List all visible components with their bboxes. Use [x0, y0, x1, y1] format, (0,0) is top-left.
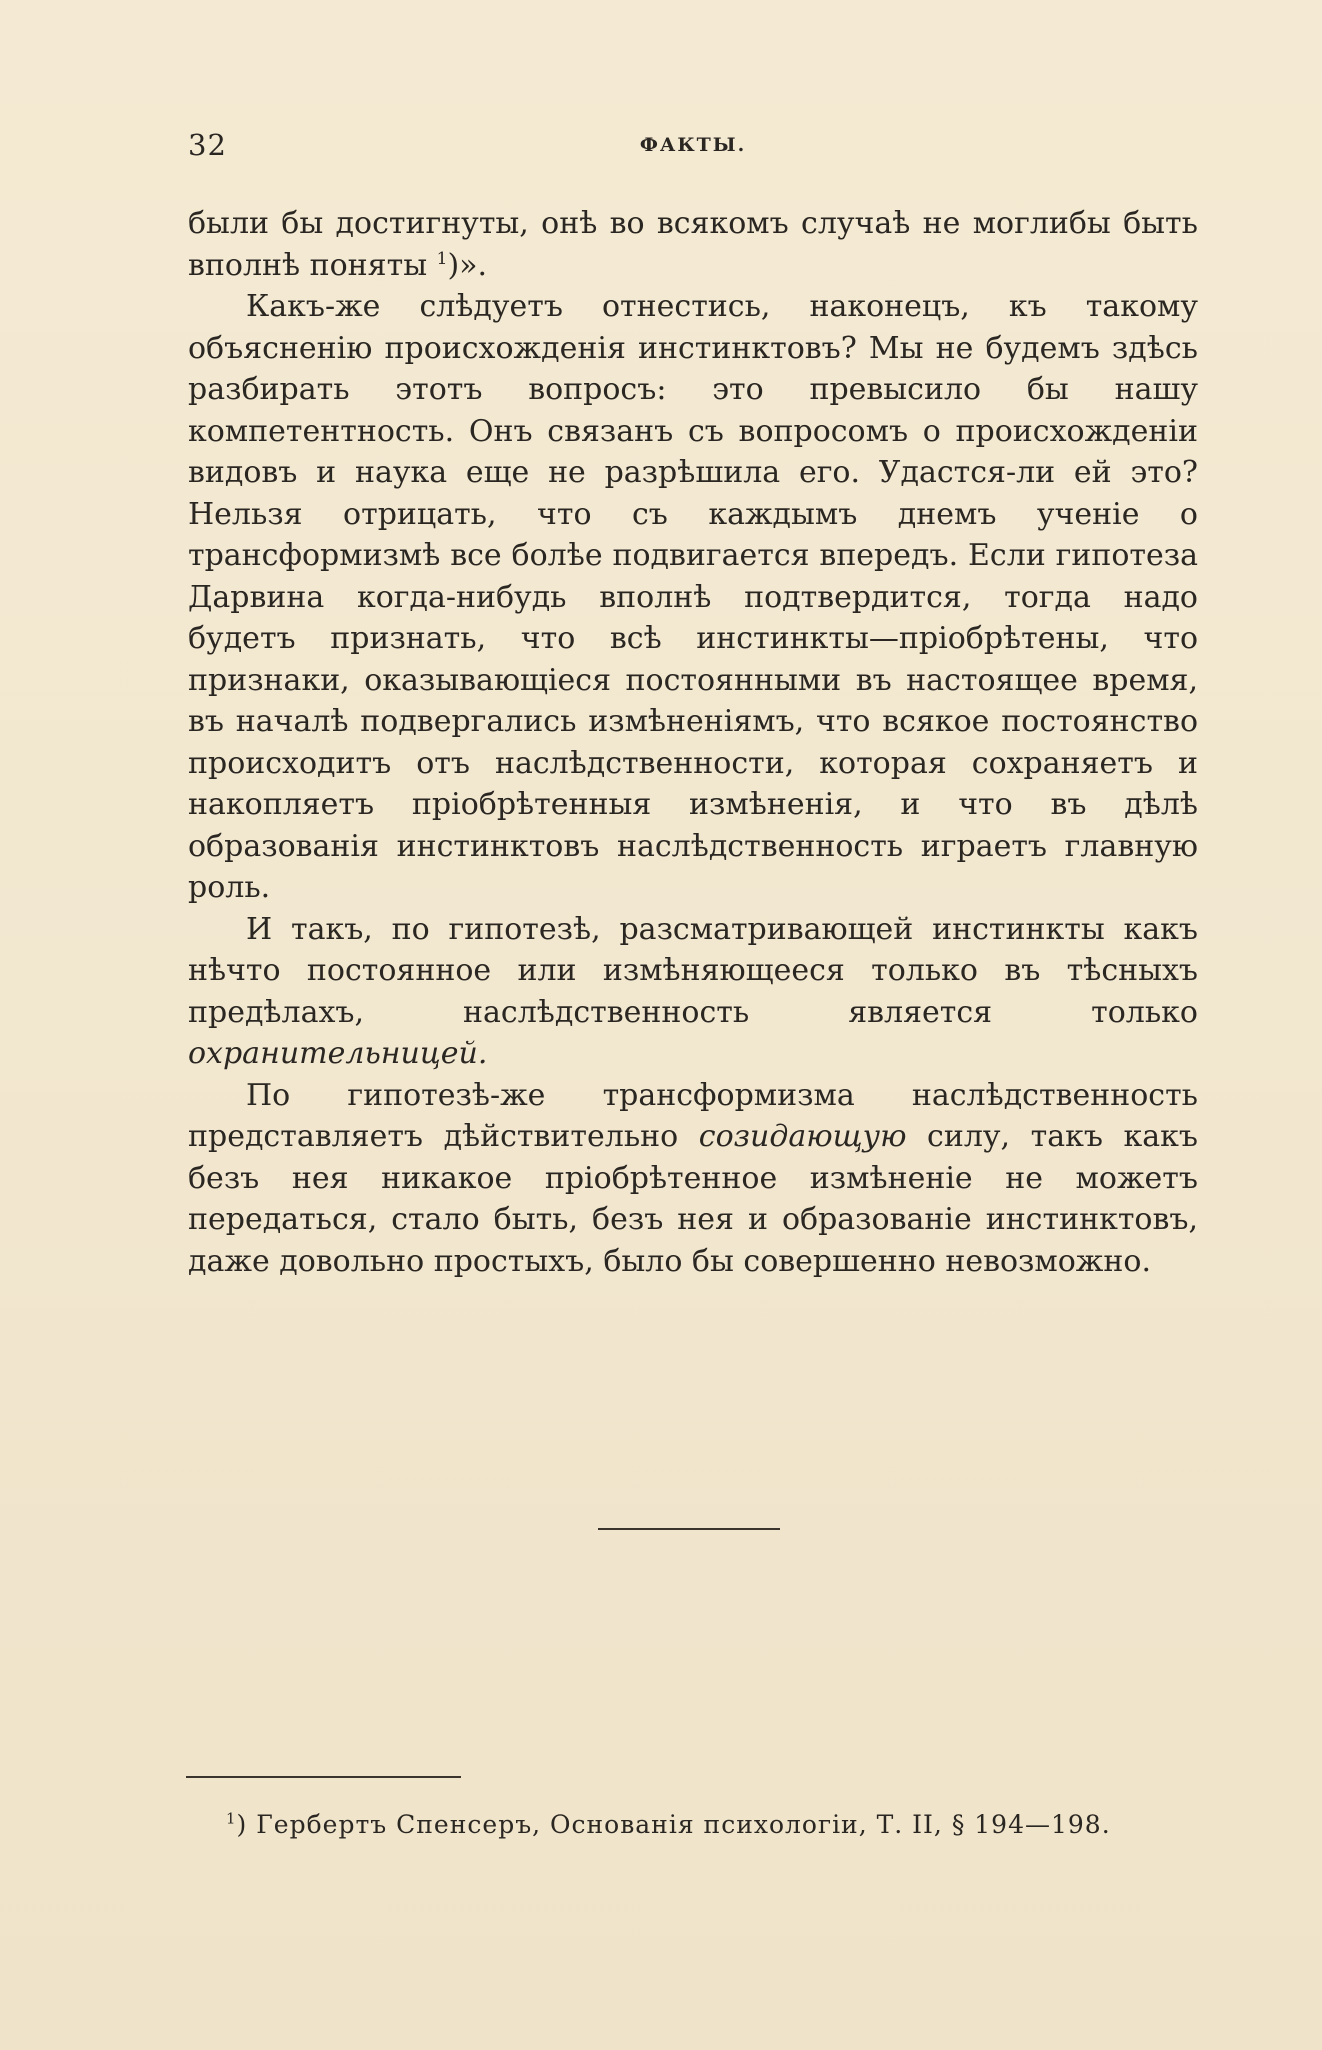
paragraph-4-end: силу, такъ какъ безъ нея никакое пріобрѣтенное измѣненіе не можетъ передаться, стало быть, безъ нея и образованіе инстинктовъ, даже довольно простыхъ, было бы совершенно невозможно. — [188, 1119, 1198, 1279]
footnote-text: Гербертъ Спенсеръ, Основанія психологіи, Т. II, § 194—198. — [247, 1810, 1111, 1839]
footnote-marker: 1 — [226, 1809, 237, 1828]
footnote-separator — [186, 1776, 461, 1778]
paragraph-1 — [188, 203, 1198, 286]
footnote — [226, 1810, 1206, 1839]
paragraph-3-text: И такъ, по гипотезѣ, разсматривающей инстинкты какъ нѣчто постоянное или измѣняющееся только въ тѣсныхъ предѣлахъ, наслѣдственность является только — [188, 911, 1198, 1030]
page-header — [188, 128, 1198, 168]
running-head: ФАКТЫ. — [639, 134, 747, 156]
footnote-marker-paren: ) — [236, 1810, 248, 1839]
paragraph-1-end: )». — [447, 247, 488, 283]
paragraph-2: Какъ-же слѣдуетъ отнестись, наконецъ, къ такому объясненію происхожденія инстинктовъ? Мы не будемъ здѣсь разбирать этотъ вопросъ: это превысило бы нашу компетентность. Онъ связанъ съ вопросомъ о происхожденіи видовъ и наука еще не разрѣшила его. Удастся-ли ей это? Нельзя отрицать, что съ каждымъ днемъ ученіе о трансформизмѣ все болѣе подвигается впередъ. Если гипотеза Дарвина когда-нибудь вполнѣ подтвердится, тогда надо будетъ признать, что всѣ инстинкты—пріобрѣтены, что признаки, оказывающіеся постоянными въ настоящее время, въ началѣ подвергались измѣненіямъ, что всякое постоянство происходитъ отъ наслѣдственности, которая сохраняетъ и накопляетъ пріобрѣтенныя измѣненія, и что въ дѣлѣ образованія инстинктовъ наслѣдственность играетъ главную роль. — [188, 289, 1198, 905]
paragraph-1-text: были бы достигнуты, онѣ во всякомъ случаѣ не моглибы быть вполнѣ поняты — [188, 206, 1198, 283]
paragraph-4 — [188, 1075, 1198, 1283]
body-text — [188, 203, 1198, 1282]
section-end-rule — [598, 1528, 780, 1530]
paragraph-3 — [188, 909, 1198, 1075]
footnote-reference: 1 — [436, 248, 448, 269]
paragraph-3-emphasis: охранительницей. — [188, 1036, 488, 1071]
paragraph-4-emphasis: созидающую — [698, 1119, 907, 1154]
paragraph-4-text: По гипотезѣ-же трансформизма наслѣдственность представляетъ дѣйствительно — [188, 1077, 1198, 1154]
page-number: 32 — [188, 128, 227, 162]
